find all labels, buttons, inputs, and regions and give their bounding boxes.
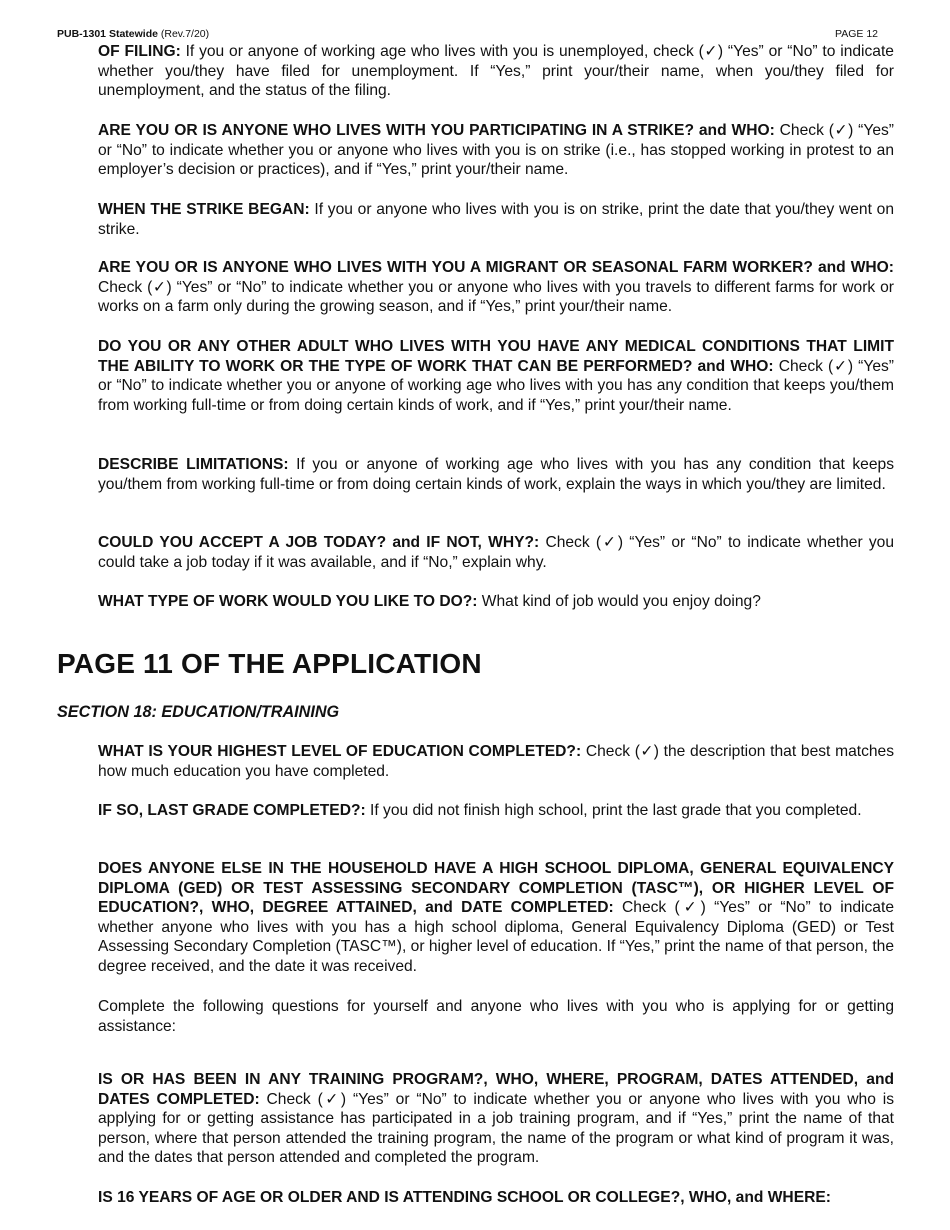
paragraph-heading: WHEN THE STRIKE BEGAN: [98, 201, 310, 218]
paragraph-type-of-work [98, 592, 894, 612]
paragraph-text: Check (✓) “Yes” or “No” to indicate whether anyone who lives with you has a high school diploma, General Equivalency Diploma (GED) or Test Assessing Secondary Completion (TASC™), or higher level of education. If “Yes,” print the name of that person, the degree received, and the date it was received. [98, 899, 894, 975]
paragraph-heading: IF SO, LAST GRADE COMPLETED?: [98, 802, 366, 819]
paragraph-heading: WHAT IS YOUR HIGHEST LEVEL OF EDUCATION COMPLETED?: [98, 743, 582, 760]
paragraph-heading: DOES ANYONE ELSE IN THE HOUSEHOLD HAVE A HIGH SCHOOL DIPLOMA, GENERAL EQUIVALENCY DIPLOMA (GED) OR TEST ASSESSING SECONDARY COMPLETION (TASC™), OR HIGHER LEVEL OF EDUCATION?, WHO, DEGREE ATTAINED, and DATE COMPLETED: [98, 860, 894, 917]
form-revision: (Rev.7/20) [160, 28, 210, 40]
paragraph-text: If you or anyone of working age who lives with you is unemployed, check (✓) “Yes” or “No” to indicate whether you/they have filed for unemployment. If “Yes,” print your/their name, when you/they filed for unemployment, and the status of the filing. [98, 43, 894, 100]
paragraph-text: If you or anyone of working age who lives with you has any condition that keeps you/them from working full-time or from doing certain kinds of work, explain the ways in which you/they are limited. [98, 456, 895, 493]
paragraph-migrant-worker [98, 258, 894, 317]
paragraph-heading: DO YOU OR ANY OTHER ADULT WHO LIVES WITH YOU HAVE ANY MEDICAL CONDITIONS THAT LIMIT THE ABILITY TO WORK OR THE TYPE OF WORK THAT CAN BE PERFORMED? and WHO: [98, 338, 894, 375]
paragraph-text: Check (✓) “Yes” or “No” to indicate whether you could take a job today if it was available, and if “No,” explain why. [98, 534, 894, 571]
paragraph-last-grade [98, 801, 894, 821]
paragraph-highest-education [98, 742, 894, 781]
paragraph-text: Check (✓) “Yes” or “No” to indicate whether you or anyone who lives with you travels to different farms for work or works on a farm only during the growing season, and if “Yes,” print your/their name. [98, 278, 894, 316]
paragraph-text: If you did not finish high school, print the last grade that you completed. [365, 802, 862, 819]
page-title: PAGE 11 OF THE APPLICATION [57, 648, 482, 679]
paragraph-text: Check (✓) “Yes” or “No” to indicate whether you or anyone of working age who lives with you has any condition that keeps you/them from working full-time or from doing certain kinds of work, and if “Yes,” print your/their name. [98, 357, 894, 414]
paragraph-text: Complete the following questions for yourself and anyone who lives with you who is applying for or getting assistance: [98, 998, 894, 1035]
form-header-id [57, 28, 209, 40]
paragraph-complete-following [98, 997, 894, 1036]
paragraph-filing [98, 42, 894, 101]
paragraph-heading: WHAT TYPE OF WORK WOULD YOU LIKE TO DO?: [98, 593, 478, 610]
paragraph-heading: ARE YOU OR IS ANYONE WHO LIVES WITH YOU A MIGRANT OR SEASONAL FARM WORKER? and WHO: [98, 259, 894, 276]
paragraph-heading: IS 16 YEARS OF AGE OR OLDER AND IS ATTENDING SCHOOL OR COLLEGE?, WHO, and WHERE: [98, 1189, 831, 1206]
paragraph-heading: ARE YOU OR IS ANYONE WHO LIVES WITH YOU PARTICIPATING IN A STRIKE? and WHO: [98, 122, 775, 139]
paragraph-strike [98, 121, 894, 180]
paragraph-text: Check (✓) “Yes” or “No” to indicate whether you or anyone who lives with you is on strike (i.e., has stopped working in protest to an employer’s decision or practices), and if “Yes,” print your/their name. [98, 122, 894, 179]
paragraph-training-program [98, 1070, 894, 1168]
paragraph-text: Check (✓) the description that best matches how much education you have completed. [98, 743, 895, 780]
paragraph-heading: DESCRIBE LIMITATIONS: [98, 456, 289, 473]
paragraph-medical-conditions [98, 337, 894, 415]
paragraph-attending-school [98, 1188, 894, 1208]
paragraph-heading: COULD YOU ACCEPT A JOB TODAY? and IF NOT, WHY?: [98, 534, 540, 551]
paragraph-strike-began [98, 200, 894, 239]
paragraph-heading: IS OR HAS BEEN IN ANY TRAINING PROGRAM?, WHO, WHERE, PROGRAM, DATES ATTENDED, and DATES COMPLETED: [98, 1071, 894, 1108]
paragraph-accept-job [98, 533, 894, 572]
paragraph-text: Check (✓) “Yes” or “No” to indicate whether you or anyone who lives with you who is applying for or getting assistance has participated in a job training program, and if “Yes,” print the name of that person, where that person attended the training program, the name of the program or what kind of program it was, and the dates that person attended and completed the program. [98, 1090, 894, 1167]
form-id: PUB-1301 Statewide [57, 28, 158, 40]
paragraph-heading: OF FILING: [98, 43, 181, 60]
section-title: SECTION 18: EDUCATION/TRAINING [57, 703, 340, 721]
page-number: PAGE 12 [835, 28, 878, 40]
paragraph-text: If you or anyone who lives with you is on strike, print the date that you/they went on strike. [98, 201, 894, 238]
paragraph-text: What kind of job would you enjoy doing? [477, 593, 761, 610]
paragraph-household-diploma [98, 859, 894, 977]
paragraph-describe-limitations [98, 455, 894, 494]
